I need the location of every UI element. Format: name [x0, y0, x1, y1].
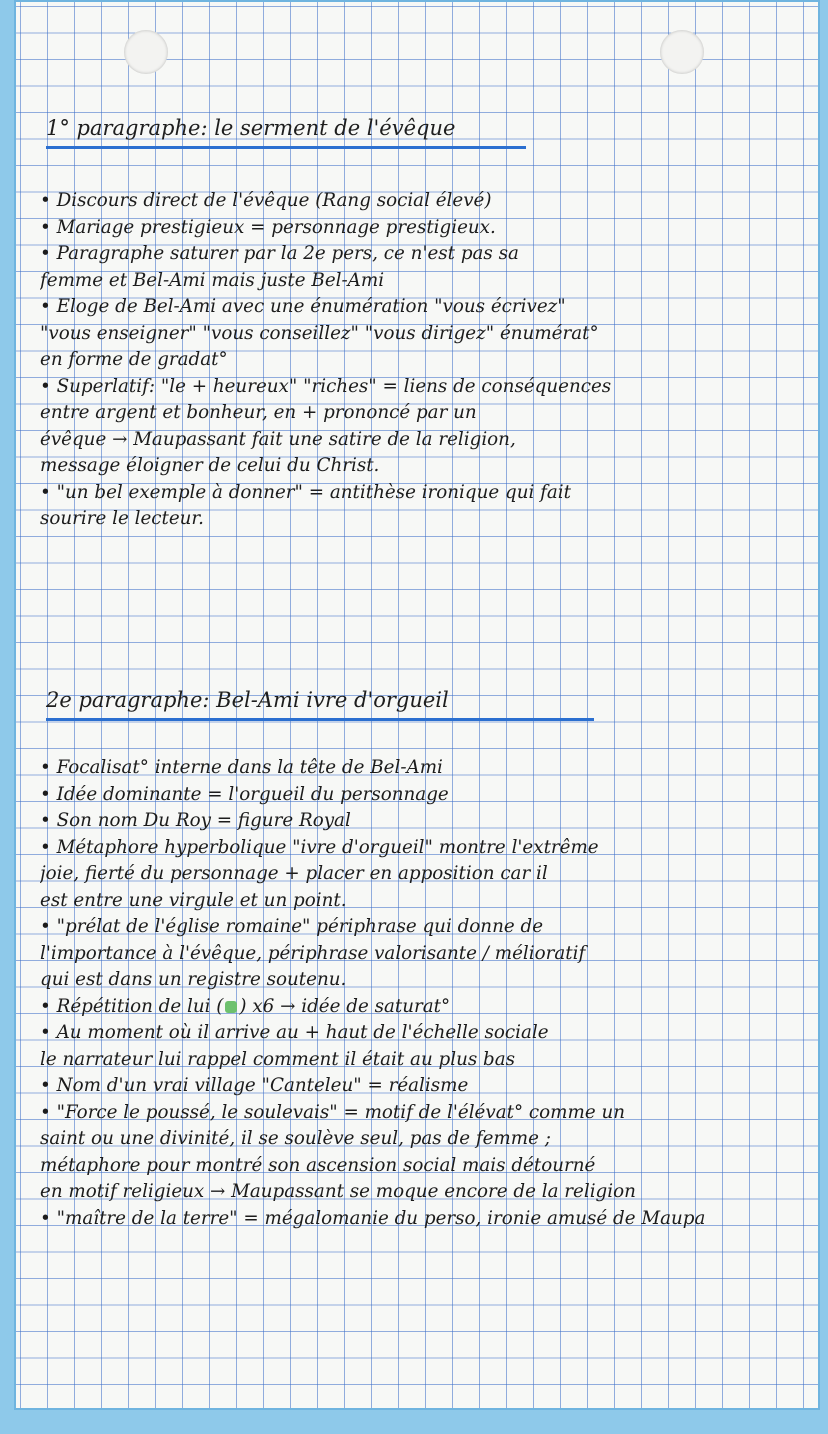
note-line: • Mariage prestigieux = personnage prestigieux. [40, 216, 496, 238]
note-line: "vous enseigner" "vous conseillez" "vous dirigez" énumérat° [40, 322, 599, 344]
section2-title-underline [46, 718, 594, 721]
punch-hole-left [124, 30, 168, 74]
note-line: • "maître de la terre" = mégalomanie du perso, ironie amusé de Maupa [40, 1207, 706, 1229]
note-line: joie, fierté du personnage + placer en apposition car il [40, 863, 548, 884]
punch-hole-right [660, 30, 704, 74]
section2-title: 2e paragraphe: Bel-Ami ivre d'orgueil [46, 688, 449, 712]
note-line: métaphore pour montré son ascension social mais détourné [40, 1154, 596, 1176]
repetition-suffix: ) x6 → idée de saturat° [239, 995, 451, 1017]
note-line: • Focalisat° interne dans la tête de Bel-Ami [40, 757, 443, 778]
note-line-repetition [40, 994, 820, 1021]
note-line: • "un bel exemple à donner" = antithèse ironique qui fait [40, 481, 572, 503]
note-line: femme et Bel-Ami mais juste Bel-Ami [40, 269, 385, 291]
note-line: en forme de gradat° [40, 349, 228, 370]
note-line: saint ou une divinité, il se soulève seul, pas de femme ; [40, 1128, 551, 1149]
note-line: • Son nom Du Roy = figure Royal [40, 810, 351, 831]
section2-notes [40, 755, 820, 1232]
note-line: est entre une virgule et un point. [40, 889, 347, 911]
note-line: • "Force le poussé, le soulevais" = motif de l'élévat° comme un [40, 1101, 625, 1123]
note-line: • Idée dominante = l'orgueil du personnage [40, 783, 449, 805]
note-line: l'importance à l'évêque, périphrase valorisante / mélioratif [40, 942, 586, 964]
note-line: le narrateur lui rappel comment il était au plus bas [40, 1048, 516, 1070]
note-line: entre argent et bonheur, en + prononcé par un [40, 402, 477, 423]
note-line: • Métaphore hyperbolique "ivre d'orgueil" montre l'extrême [40, 836, 599, 858]
note-line: qui est dans un registre soutenu. [40, 969, 347, 990]
note-line: • "prélat de l'église romaine" périphrase qui donne de [40, 916, 544, 937]
note-line: • Discours direct de l'évêque (Rang social élevé) [40, 190, 492, 211]
green-highlight-icon [225, 1001, 237, 1013]
repetition-prefix: • Répétition de lui ( [40, 995, 224, 1017]
notebook-page [14, 0, 820, 1410]
note-line: • Eloge de Bel-Ami avec une énumération "vous écrivez" [40, 296, 566, 317]
note-line: message éloigner de celui du Christ. [40, 455, 380, 476]
note-line: • Au moment où il arrive au + haut de l'échelle sociale [40, 1022, 549, 1043]
section1-notes [40, 188, 820, 533]
section1-title-underline [46, 146, 526, 149]
note-line: évêque → Maupassant fait une satire de la religion, [40, 428, 516, 450]
note-line: sourire le lecteur. [40, 508, 204, 529]
note-line: • Superlatif: "le + heureux" "riches" = liens de conséquences [40, 375, 612, 397]
note-line: • Paragraphe saturer par la 2e pers, ce n'est pas sa [40, 243, 519, 264]
section1-title: 1° paragraphe: le serment de l'évêque [46, 116, 456, 140]
note-line: • Nom d'un vrai village "Canteleu" = réalisme [40, 1075, 469, 1096]
note-line: en motif religieux → Maupassant se moque encore de la religion [40, 1181, 636, 1202]
